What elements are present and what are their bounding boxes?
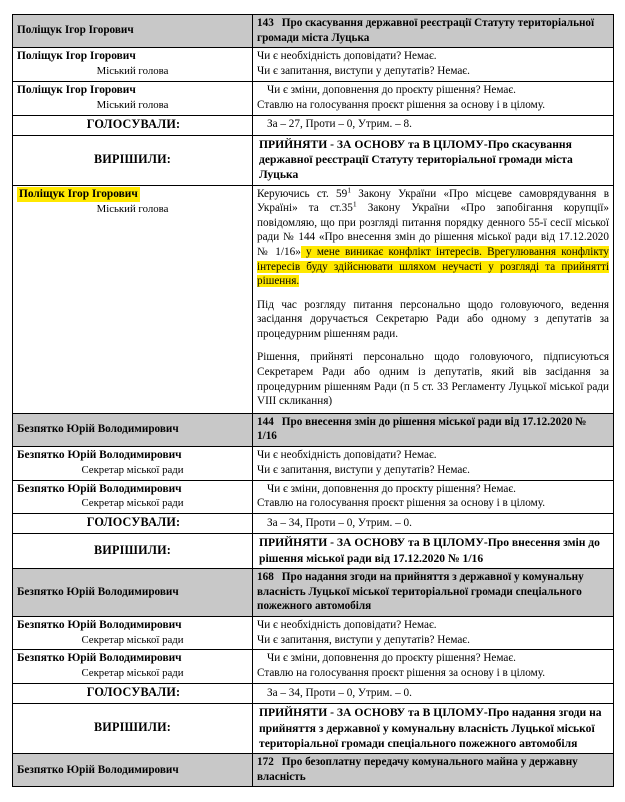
- dialogue-text-168-1: [253, 616, 614, 650]
- agenda-title-text-143: Про скасування державної реєстрації Статуту територіальної громади міста Луцька: [257, 17, 595, 44]
- speaker-name: Безпятко Юрій Володимирович: [17, 482, 182, 495]
- highlighted-text: у мене виникає конфлікт інтересів. Врегулювання конфлікту інтересів буду здійснювати шляхом неучасті у розгляді та прийнятті рішення.: [257, 246, 609, 288]
- dialogue-line: Чи є необхідність доповідати? Немає.: [257, 50, 437, 63]
- agenda-speaker-143: Поліщук Ігор Ігорович: [13, 15, 253, 48]
- speaker-name: Безпятко Юрій Володимирович: [17, 618, 182, 631]
- dialogue-row-143-2: [13, 81, 614, 115]
- statement-text: Керуючись ст. 59: [257, 187, 348, 200]
- agenda-title-144: [253, 413, 614, 446]
- dialogue-speaker-143-2: [13, 81, 253, 115]
- dialogue-line: Чи є зміни, доповнення до проєкту рішення? Немає.: [267, 482, 516, 495]
- speaker-role: Міський голова: [96, 64, 169, 77]
- dialogue-speaker-144-2: [13, 480, 253, 514]
- agenda-number-143: 143: [257, 17, 274, 29]
- dialogue-line: Чи є необхідність доповідати? Немає.: [257, 618, 437, 631]
- dialogue-text-168-2: [253, 650, 614, 684]
- dialogue-speaker-168-2: [13, 650, 253, 684]
- statement-text: Закону України «Про місцеве самоврядування в Україні» та ст.35: [257, 187, 609, 215]
- dialogue-text-144-1: [253, 446, 614, 480]
- speaker-name: Безпятко Юрій Володимирович: [17, 448, 182, 461]
- agenda-row-168: [13, 569, 614, 617]
- agenda-title-172: [253, 754, 614, 787]
- dialogue-row-144-1: [13, 446, 614, 480]
- dialogue-line: Чи є необхідність доповідати? Немає.: [257, 448, 437, 461]
- decision-text-144: ПРИЙНЯТИ - ЗА ОСНОВУ та В ЦІЛОМУ-Про внесення змін до рішення міської ради від 17.12.2020 № 1/16: [253, 534, 614, 569]
- agenda-speaker-144: Безпятко Юрій Володимирович: [13, 413, 253, 446]
- statement-text: Закону України «Про запобігання корупції» повідомляю, що при розгляді питання порядку денного 55-ї сесії міської ради № 144 «Про внесення змін до рішення міської ради від 17.12.2020 № 1/16»: [257, 202, 610, 259]
- dialogue-text-143-2: [253, 81, 614, 115]
- vote-label-143: ГОЛОСУВАЛИ:: [13, 115, 253, 135]
- conflict-statement-row: [13, 185, 614, 413]
- agenda-title-143: [253, 15, 614, 48]
- protocol-table-body: [13, 15, 614, 787]
- dialogue-line: Чи є зміни, доповнення до проєкту рішення? Немає.: [267, 83, 516, 96]
- dialogue-line: Ставлю на голосування проєкт рішення за основу і в цілому.: [257, 98, 545, 111]
- dialogue-speaker-143-1: [13, 48, 253, 82]
- agenda-number-168: 168: [257, 571, 274, 583]
- conflict-statement-body: [253, 185, 614, 413]
- vote-value-144: За – 34, Проти – 0, Утрим. – 0.: [253, 514, 614, 534]
- agenda-row-144: [13, 413, 614, 446]
- decision-row-144: [13, 534, 614, 569]
- agenda-speaker-172: Безпятко Юрій Володимирович: [13, 754, 253, 787]
- vote-row-168: [13, 684, 614, 704]
- speaker-role: Секретар міської ради: [81, 667, 184, 680]
- vote-label-168: ГОЛОСУВАЛИ:: [13, 684, 253, 704]
- agenda-row-143: [13, 15, 614, 48]
- protocol-table: [12, 14, 614, 787]
- conflict-statement-speaker: [13, 185, 253, 413]
- dialogue-text-144-2: [253, 480, 614, 514]
- speaker-name: Поліщук Ігор Ігорович: [17, 83, 136, 96]
- speaker-role: Міський голова: [96, 98, 169, 111]
- decision-label-168: ВИРІШИЛИ:: [13, 704, 253, 754]
- decision-text-168: ПРИЙНЯТИ - ЗА ОСНОВУ та В ЦІЛОМУ-Про надання згоди на прийняття з державної у комунальну власність Луцької міської територіальної громади спеціального пожежного автомобіля: [253, 704, 614, 754]
- decision-label-143: ВИРІШИЛИ:: [13, 135, 253, 185]
- speaker-name: Поліщук Ігор Ігорович: [17, 50, 136, 63]
- agenda-title-text-168: Про надання згоди на прийняття з державної у комунальну власність Луцької міської територіальної громади спеціального пожежного автомобіля: [257, 571, 584, 613]
- agenda-number-144: 144: [257, 415, 274, 428]
- speaker-role: Міський голова: [96, 202, 169, 215]
- statement-paragraph: [257, 350, 609, 408]
- agenda-title-168: [253, 569, 614, 617]
- vote-value-143: За – 27, Проти – 0, Утрим. – 8.: [253, 115, 614, 135]
- agenda-speaker-168: Безпятко Юрій Володимирович: [13, 569, 253, 617]
- dialogue-row-144-2: [13, 480, 614, 514]
- dialogue-line: Ставлю на голосування проєкт рішення за основу і в цілому.: [257, 497, 545, 510]
- agenda-title-text-144: Про внесення змін до рішення міської ради від 17.12.2020 № 1/16: [257, 415, 587, 443]
- dialogue-line: Чи є запитання, виступи у депутатів? Немає.: [257, 633, 470, 646]
- decision-row-143: [13, 135, 614, 185]
- statement-paragraph: [257, 298, 609, 342]
- footnote-superscript: 1: [347, 185, 352, 195]
- dialogue-row-143-1: [13, 48, 614, 82]
- agenda-number-172: 172: [257, 756, 274, 769]
- agenda-row-172: [13, 754, 614, 787]
- dialogue-line: Чи є запитання, виступи у депутатів? Немає.: [257, 463, 470, 476]
- dialogue-text-143-1: [253, 48, 614, 82]
- decision-label-144: ВИРІШИЛИ:: [13, 534, 253, 569]
- dialogue-row-168-1: [13, 616, 614, 650]
- speaker-role: Секретар міської ради: [81, 463, 184, 476]
- vote-row-143: [13, 115, 614, 135]
- vote-value-168: За – 34, Проти – 0, Утрим. – 0.: [253, 684, 614, 704]
- decision-text-143: ПРИЙНЯТИ - ЗА ОСНОВУ та В ЦІЛОМУ-Про скасування державної реєстрації Статуту територіальної громади міста Луцька: [253, 135, 614, 185]
- vote-row-144: [13, 514, 614, 534]
- dialogue-speaker-144-1: [13, 446, 253, 480]
- agenda-title-text-172: Про безоплатну передачу комунального майна у державну власність: [257, 756, 578, 783]
- speaker-name-highlighted: Поліщук Ігор Ігорович: [19, 187, 138, 200]
- footnote-superscript: 1: [352, 199, 357, 209]
- statement-text: Рішення, прийняті персонально щодо головуючого, підписуються Секретарем Ради або одним із депутатів, який вів засідання за процедурним рішенням Ради (п 5 ст. 33 Регламенту Луцької міської ради VIII скликання): [257, 351, 609, 408]
- dialogue-speaker-168-1: [13, 616, 253, 650]
- dialogue-row-168-2: [13, 650, 614, 684]
- statement-paragraph: [257, 187, 609, 289]
- speaker-role: Секретар міської ради: [81, 497, 184, 510]
- dialogue-line: Ставлю на голосування проєкт рішення за основу і в цілому.: [257, 667, 545, 680]
- dialogue-line: Чи є запитання, виступи у депутатів? Немає.: [257, 65, 470, 78]
- statement-text: Під час розгляду питання персонально щодо головуючого, ведення засідання доручається Секретарю Ради або одному з депутатів за процедурним рішенням ради.: [257, 298, 609, 340]
- speaker-role: Секретар міської ради: [81, 633, 184, 646]
- decision-row-168: [13, 704, 614, 754]
- speaker-name: Безпятко Юрій Володимирович: [17, 652, 182, 665]
- dialogue-line: Чи є зміни, доповнення до проєкту рішення? Немає.: [267, 652, 516, 665]
- vote-label-144: ГОЛОСУВАЛИ:: [13, 514, 253, 534]
